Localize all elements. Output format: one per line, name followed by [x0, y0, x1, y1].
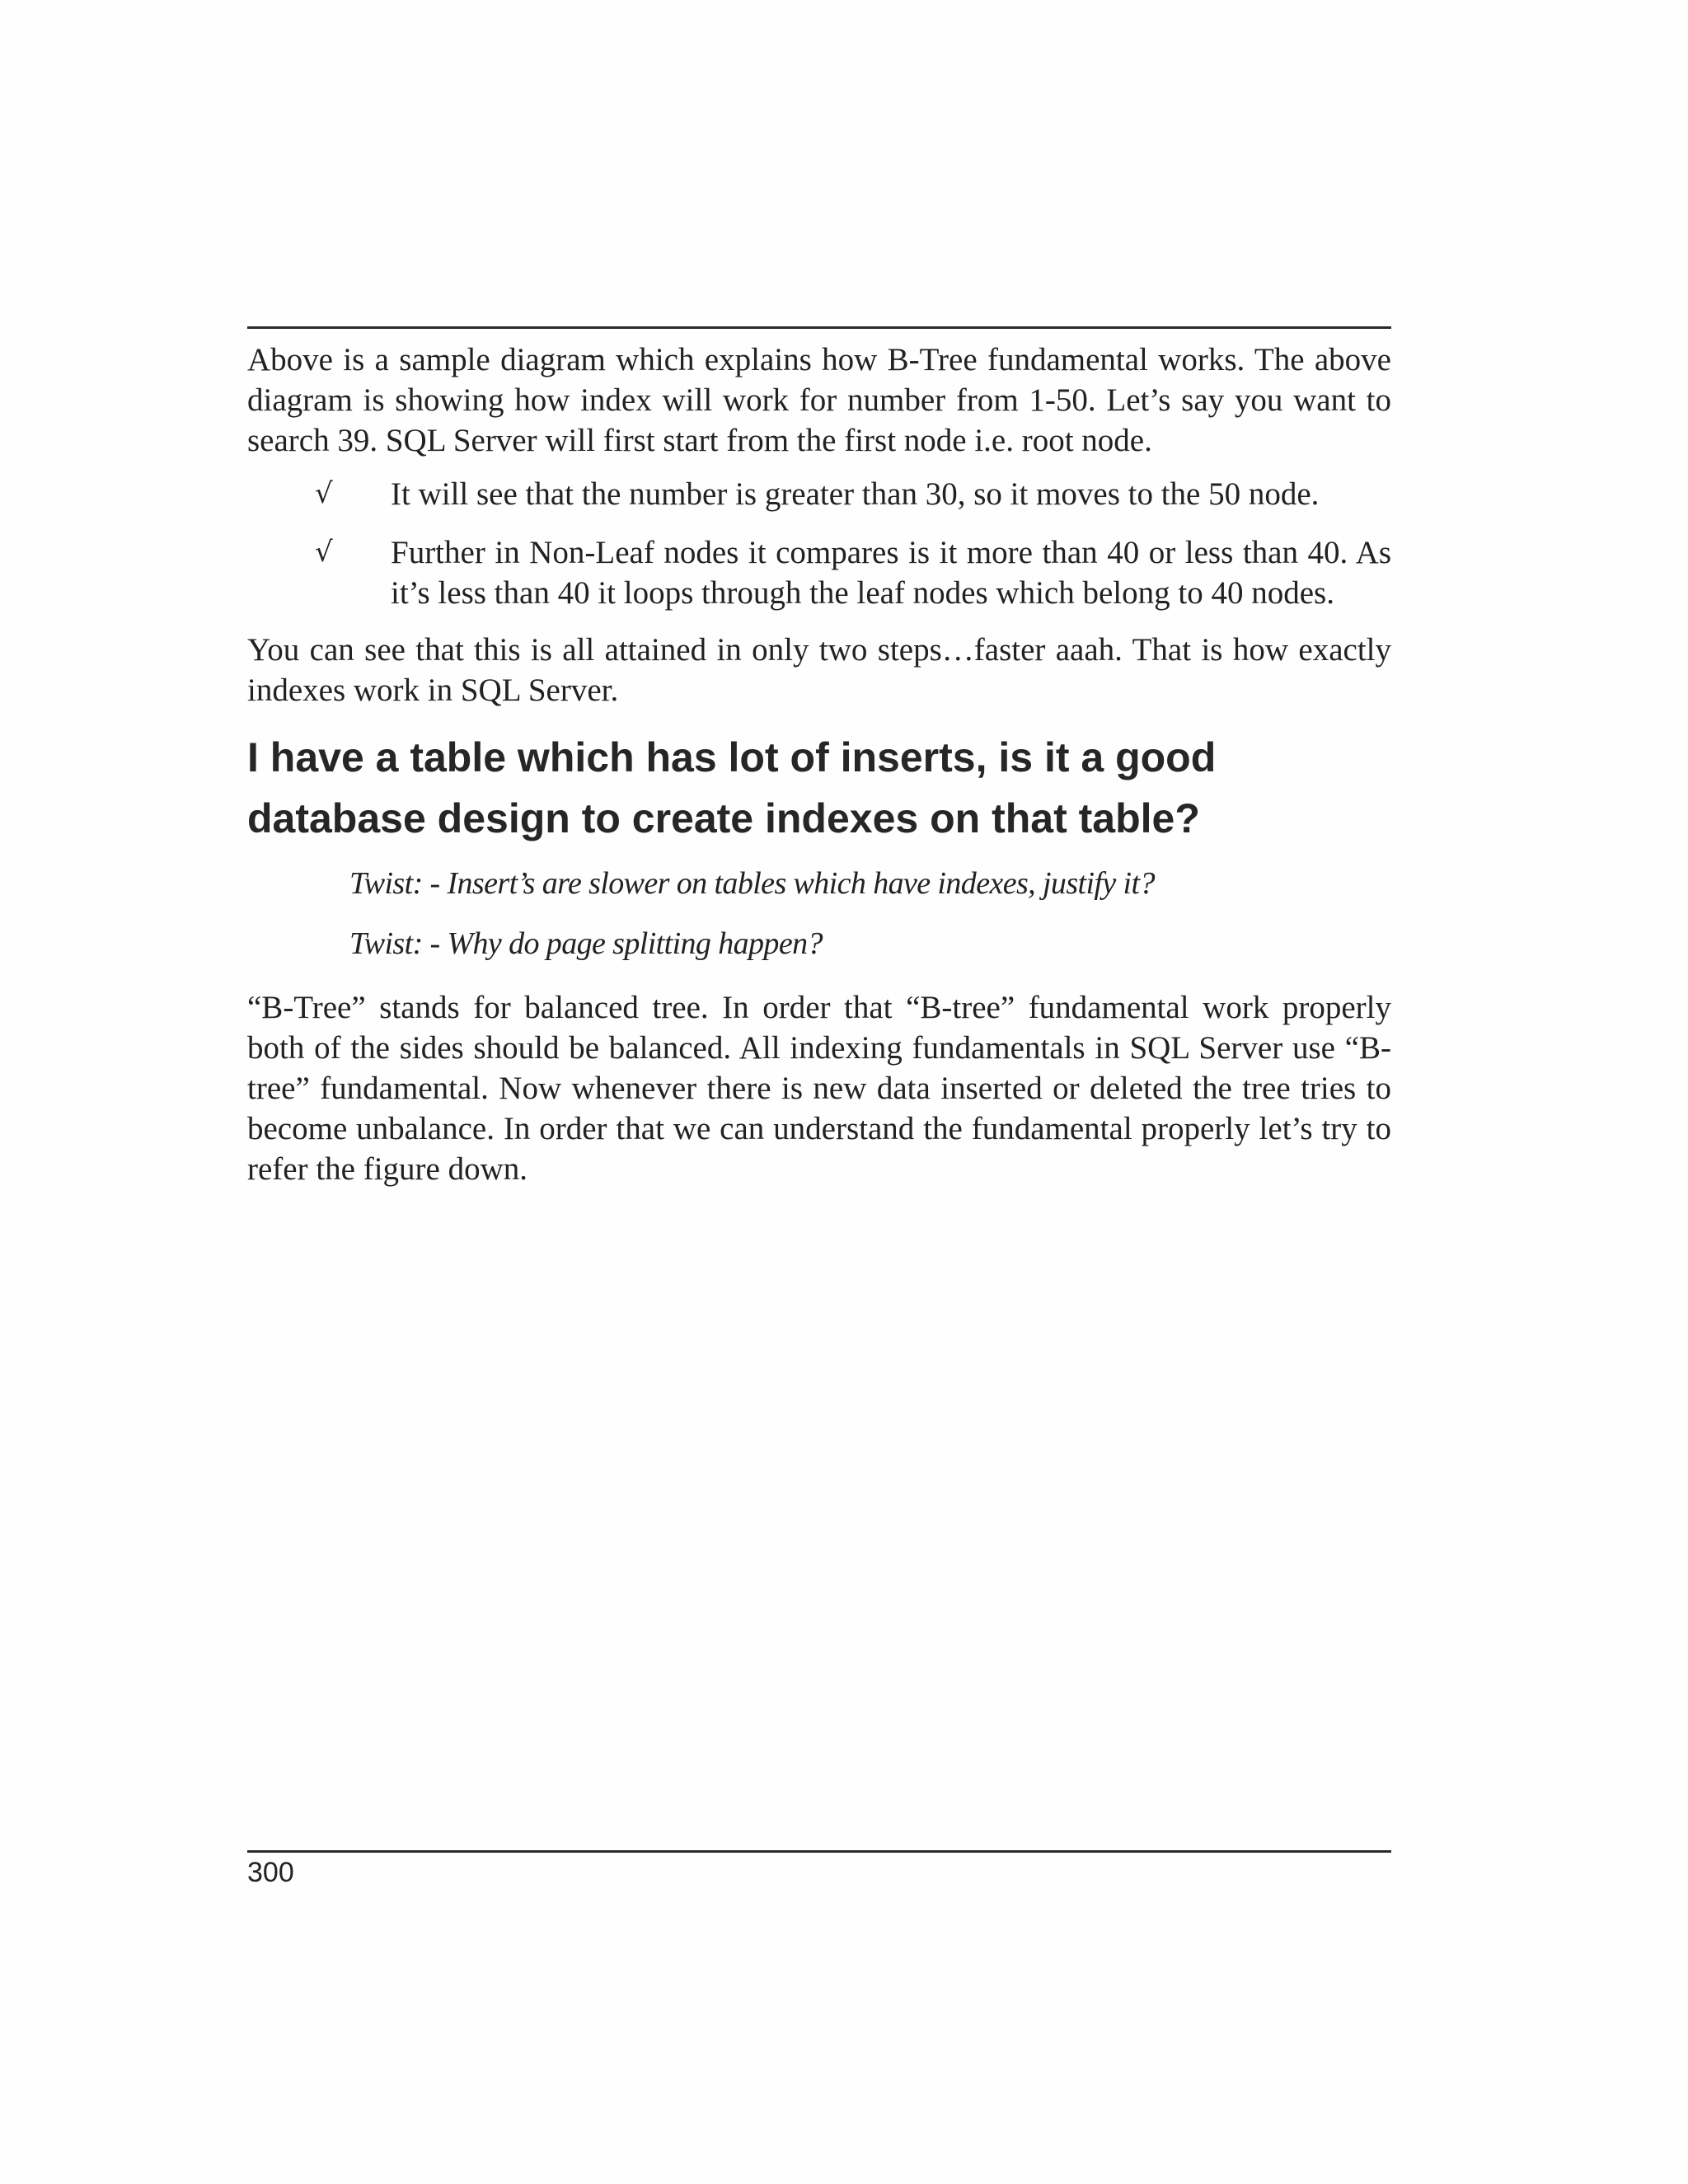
page-number: 300 — [247, 1857, 294, 1888]
list-item — [247, 532, 1391, 613]
checkmark-bullet-icon: √ — [315, 477, 333, 510]
page-content — [247, 340, 1391, 1189]
summary-paragraph: You can see that this is all attained in only two steps…faster aaah. That is how exactly indexes work in SQL Server. — [247, 632, 1391, 708]
header-rule — [247, 326, 1391, 329]
list-item — [247, 474, 1391, 514]
btree-paragraph: “B-Tree” stands for balanced tree. In order that “B-tree” fundamental work properly both of the sides should be balanced. All indexing fundamentals in SQL Server use “B-tree” fundamental. Now whenever there is new data inserted or deleted the tree tries to become unbalance. In order that we can understand the fundamental properly let’s try to refer the figure down. — [247, 990, 1391, 1187]
bullet-list — [247, 474, 1391, 613]
checkmark-bullet-icon: √ — [315, 536, 333, 569]
intro-paragraph: Above is a sample diagram which explains how B-Tree fundamental works. The above diagram is showing how index will work for number from 1-50. Let’s say you want to search 39. SQL Server will first start from the first node i.e. root node. — [247, 342, 1391, 458]
footer-rule — [247, 1850, 1391, 1853]
twist-question: Twist: - Why do page splitting happen? — [349, 926, 823, 961]
twist-question: Twist: - Insert’s are slower on tables which have indexes, justify it? — [349, 866, 1155, 901]
section-heading: I have a table which has lot of inserts, is it a good database design to create indexes on that table? — [247, 734, 1217, 841]
bullet-text: It will see that the number is greater than 30, so it moves to the 50 node. — [391, 476, 1320, 512]
bullet-text: Further in Non-Leaf nodes it compares is it more than 40 or less than 40. As it’s less than 40 it loops through the leaf nodes which belong to 40 nodes. — [391, 535, 1391, 611]
